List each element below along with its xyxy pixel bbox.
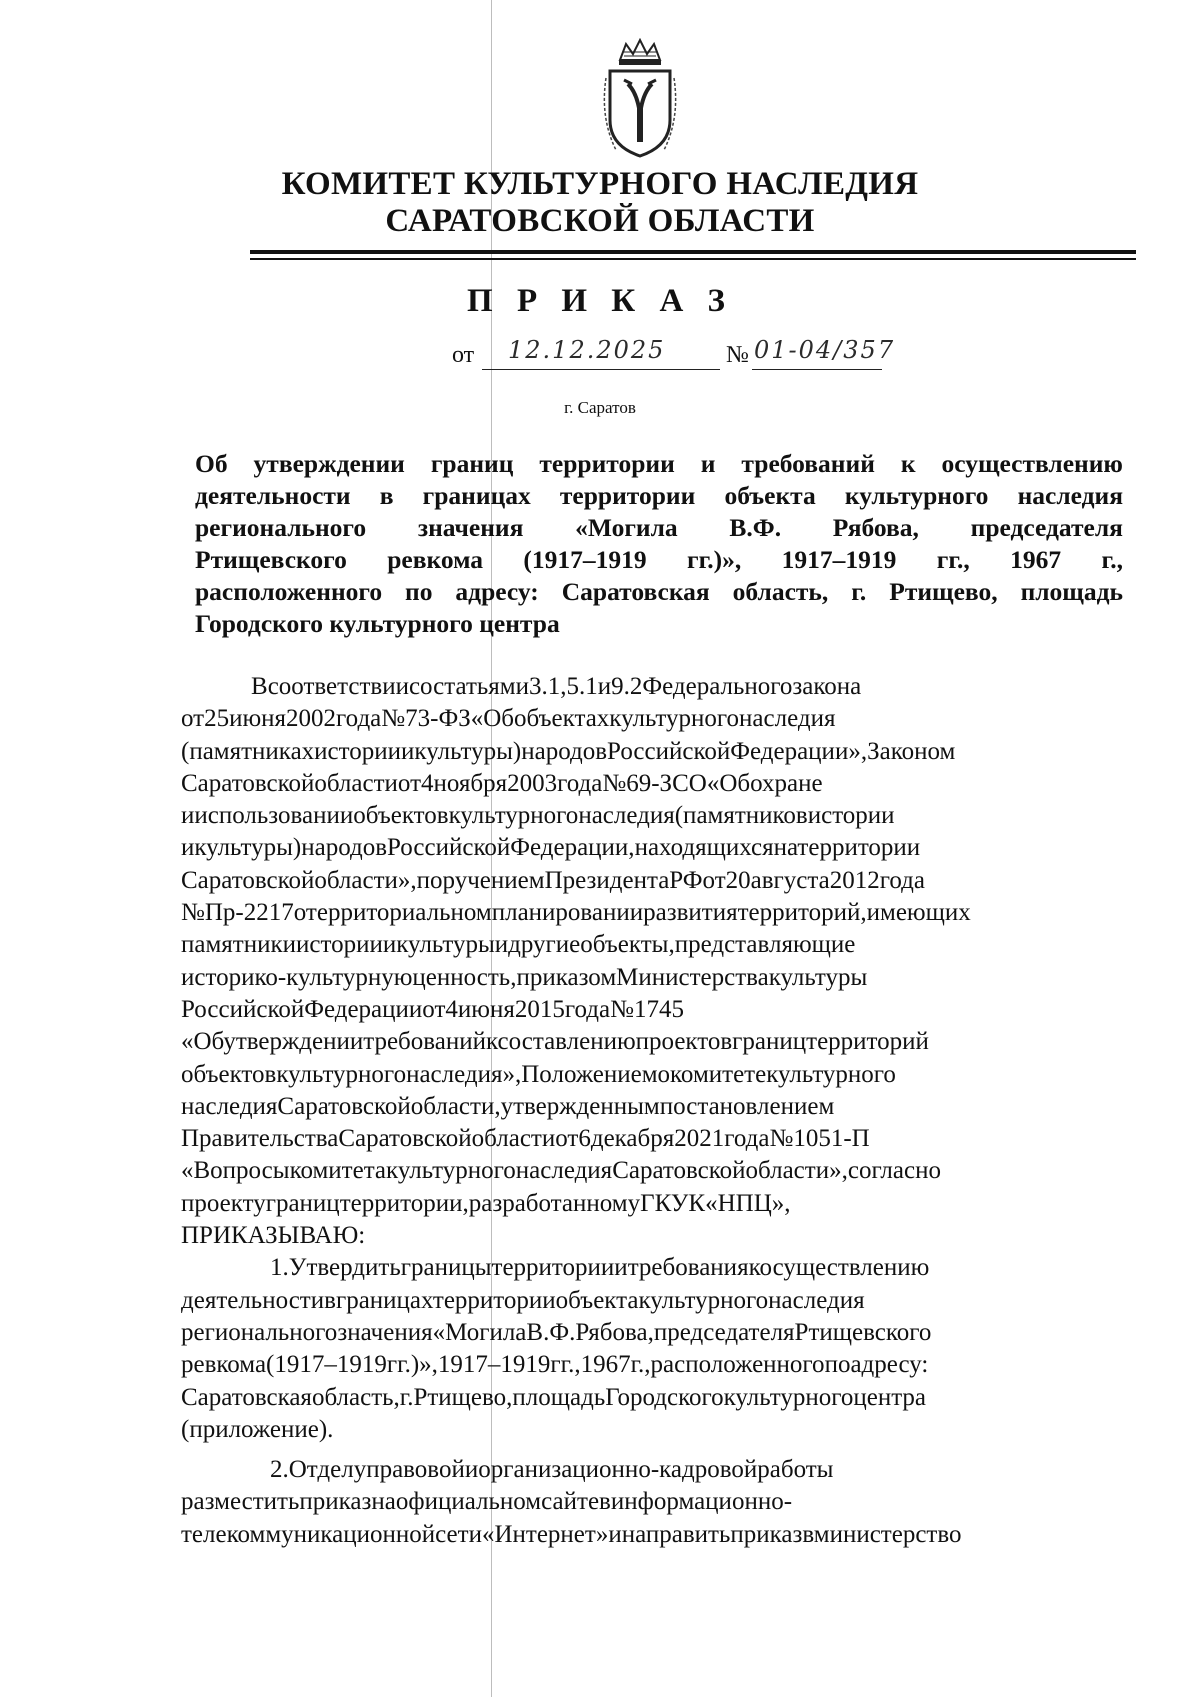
word: «Об <box>181 1028 224 1056</box>
issue-city: г. Саратов <box>564 398 636 417</box>
body-line <box>181 1026 1123 1058</box>
body-line <box>181 736 1123 768</box>
handwritten-number: 01-04/357 <box>754 336 896 364</box>
title-line <box>195 448 1123 480</box>
word: и <box>494 931 509 959</box>
word: адресу: <box>455 577 539 606</box>
body-line <box>181 1414 1123 1446</box>
word: территориальном <box>305 899 492 927</box>
word: и <box>181 802 195 830</box>
body-line <box>181 994 1123 1026</box>
word: г., <box>630 1351 651 1379</box>
word: закона <box>792 673 862 700</box>
word: регионального <box>195 513 367 542</box>
word: регионального <box>181 1318 338 1346</box>
word: декабря <box>590 1125 675 1153</box>
title-line <box>195 576 1123 608</box>
word: 9.2 <box>611 673 643 700</box>
word: В.Ф. <box>729 513 782 542</box>
body-line <box>181 800 1123 832</box>
word: Федерации», <box>730 737 868 765</box>
word: «Интернет» <box>481 1520 609 1548</box>
order-body <box>181 671 1123 1551</box>
word: культуры) <box>194 834 302 862</box>
word: № <box>602 769 627 797</box>
body-line <box>181 832 1123 864</box>
word: Пр-2217 <box>204 899 294 927</box>
word: (приложение). <box>181 1415 334 1443</box>
word: председателя <box>653 1318 795 1346</box>
body-line <box>181 929 1123 961</box>
date-underline <box>482 369 720 370</box>
word: наследия <box>1017 481 1123 510</box>
word: территории <box>491 1254 615 1282</box>
word: от <box>181 705 205 733</box>
word: поручением <box>416 866 545 894</box>
word: наследия», <box>406 1060 522 1088</box>
word: охране <box>750 769 823 797</box>
word: к <box>900 449 916 478</box>
word: по <box>824 1351 851 1379</box>
word: информационно- <box>610 1488 793 1516</box>
word: комитете <box>670 1060 767 1088</box>
word: границы <box>400 1254 492 1282</box>
word: историко-культурную <box>181 963 413 991</box>
word: 25 <box>204 705 230 733</box>
word: наследия <box>768 1286 865 1314</box>
word: РФ <box>669 866 703 894</box>
word: № <box>610 995 634 1023</box>
word: наследия <box>739 705 836 733</box>
word: от <box>555 1125 579 1153</box>
body-line <box>181 768 1123 800</box>
word: Министерства <box>616 963 769 991</box>
word: использовании <box>194 802 354 830</box>
word: «Об <box>706 769 751 797</box>
word: территории <box>559 481 696 510</box>
word: Ртищево, <box>889 577 998 606</box>
word: культурного <box>386 1157 516 1185</box>
word: 2003 <box>507 769 558 797</box>
word: объектов <box>181 1060 277 1088</box>
word: области <box>471 1125 556 1153</box>
word: культурного <box>638 1286 769 1314</box>
word: в <box>599 1488 611 1516</box>
word: гг., <box>550 1351 581 1379</box>
word: согласно <box>847 1157 941 1185</box>
word: 2015 <box>514 995 565 1023</box>
body-line <box>181 1382 1123 1414</box>
word: № <box>381 705 406 733</box>
word: г., <box>1101 545 1123 574</box>
word: о <box>657 1060 671 1088</box>
word: культуры <box>396 931 495 959</box>
word: имеющих <box>866 899 971 927</box>
number-label: № <box>726 342 749 368</box>
word: утверждении <box>223 1028 364 1056</box>
word: и <box>401 737 415 765</box>
word: в <box>802 1520 814 1548</box>
word: соответствии <box>267 673 409 700</box>
word: области <box>314 769 398 797</box>
word: Президента <box>544 866 670 894</box>
body-line <box>181 897 1123 929</box>
word: истории <box>807 802 895 830</box>
organization-name-line-2: САРАТОВСКОЙ ОБЛАСТИ <box>385 203 815 239</box>
word: г. <box>851 577 867 606</box>
word: культурного <box>723 1383 854 1411</box>
word: 2002 <box>286 705 337 733</box>
word: 1967 <box>580 1351 631 1379</box>
word: ГКУК <box>640 1189 706 1217</box>
word: 4 <box>421 769 434 797</box>
word: 6 <box>578 1125 591 1153</box>
word: по <box>405 577 433 606</box>
word: значения <box>337 1318 433 1346</box>
word: истории <box>314 737 402 765</box>
word: 4 <box>445 995 458 1023</box>
word: года <box>336 705 382 733</box>
word: проекту <box>181 1189 266 1217</box>
word: в <box>379 481 394 510</box>
word: ревкома <box>181 1351 267 1379</box>
word: 3.1, <box>528 673 567 700</box>
word: Саратовской <box>277 1092 411 1120</box>
word: министерство <box>813 1520 962 1548</box>
word: Федерального <box>642 673 793 700</box>
word: Законом <box>867 737 956 765</box>
word: территории <box>432 1286 556 1314</box>
word: 2. <box>270 1456 289 1484</box>
word: (1917–1919 <box>523 545 647 574</box>
word: культурного <box>844 481 989 510</box>
word: организационно-кадровой <box>478 1456 758 1484</box>
word: 1051-П <box>793 1125 870 1153</box>
order-title <box>195 448 1123 640</box>
word: года <box>564 995 611 1023</box>
body-line <box>181 1519 1123 1551</box>
word: Положением <box>521 1060 658 1088</box>
body-line <box>181 1155 1123 1187</box>
word: утверждении <box>253 449 405 478</box>
body-line <box>181 1091 1123 1123</box>
word: область, <box>732 577 829 606</box>
word: расположенного <box>195 577 383 606</box>
word: № <box>769 1125 794 1153</box>
word: Саратовской <box>181 866 315 894</box>
word: и <box>700 449 716 478</box>
word: границ <box>732 1028 807 1056</box>
document-type: П Р И К А З <box>467 283 733 319</box>
word: деятельности <box>195 481 351 510</box>
word: г. <box>399 1383 414 1411</box>
word: «Могила <box>575 513 678 542</box>
word: культурного <box>448 802 579 830</box>
word: Российской <box>181 995 305 1023</box>
word: «Вопросы <box>181 1157 290 1185</box>
word: Городского культурного центра <box>195 609 560 638</box>
word: наследия <box>515 1157 613 1185</box>
word: к <box>748 1254 760 1282</box>
word: 1. <box>270 1254 289 1282</box>
word: В <box>251 673 268 700</box>
word: сайте <box>541 1488 600 1516</box>
word: Рябова, <box>575 1318 654 1346</box>
word: года <box>879 866 925 894</box>
word: № <box>181 899 205 927</box>
word: границах <box>335 1286 433 1314</box>
word: и <box>614 1254 628 1282</box>
coat-of-arms-icon <box>598 38 682 160</box>
word: от <box>397 769 422 797</box>
word: планировании <box>491 899 644 927</box>
body-line <box>181 962 1123 994</box>
word: Саратовская <box>181 1383 312 1411</box>
handwritten-date: 12.12.2025 <box>508 336 666 364</box>
word: утвержденным <box>500 1092 660 1120</box>
word: от <box>422 995 446 1023</box>
word: Ртищево, <box>413 1383 513 1411</box>
body-line <box>181 1188 1123 1220</box>
word: сети <box>435 1520 482 1548</box>
body-line <box>181 1317 1123 1349</box>
word: требования <box>627 1254 749 1282</box>
word: требований <box>363 1028 486 1056</box>
word: Городского <box>605 1383 724 1411</box>
body-line <box>181 1285 1123 1317</box>
date-label: от <box>452 342 475 368</box>
word: культурного <box>609 705 740 733</box>
word: Ртищевского <box>195 545 347 574</box>
word: культуры) <box>414 737 522 765</box>
word: Российской <box>387 834 511 862</box>
word: разработанному <box>468 1189 641 1217</box>
word: культурного <box>766 1060 896 1088</box>
word: наследия <box>181 1092 278 1120</box>
word: и <box>382 931 397 959</box>
paragraph-gap <box>181 1446 1123 1454</box>
word: развития <box>643 899 738 927</box>
word: деятельности <box>181 1286 325 1314</box>
word: 1917–1919 <box>781 545 897 574</box>
number-underline <box>752 369 882 370</box>
word: границ <box>265 1189 340 1217</box>
word: 73-ФЗ <box>405 705 471 733</box>
body-line <box>181 1252 1123 1284</box>
word: председателя <box>970 513 1123 542</box>
word: Саратовская <box>561 577 710 606</box>
word: к <box>486 1028 498 1056</box>
word: Утвердить <box>288 1254 401 1282</box>
body-line <box>181 1123 1123 1155</box>
word: осуществлению <box>941 449 1123 478</box>
word: и <box>181 834 195 862</box>
word: 2012 <box>829 866 880 894</box>
word: на <box>371 1488 396 1516</box>
word: Рябова, <box>832 513 919 542</box>
word: «Об <box>470 705 515 733</box>
word: территории, <box>339 1189 469 1217</box>
word: статьями <box>433 673 529 700</box>
word: июня <box>229 705 287 733</box>
word: территории <box>797 834 921 862</box>
word: объекта <box>724 481 816 510</box>
word: истории <box>296 931 383 959</box>
organization-name-line-1: КОМИТЕТ КУЛЬТУРНОГО НАСЛЕДИЯ <box>281 166 919 202</box>
word: Саратовской <box>181 769 315 797</box>
word: площадь <box>1020 577 1123 606</box>
word: В.Ф. <box>526 1318 576 1346</box>
word: наследия <box>578 802 675 830</box>
word: объектов <box>353 802 449 830</box>
word: работы <box>757 1456 834 1484</box>
word: культурного <box>276 1060 407 1088</box>
word: 1967 <box>1010 545 1062 574</box>
body-line <box>181 1220 1123 1252</box>
word: и <box>464 1456 479 1484</box>
body-line <box>181 1059 1123 1091</box>
word: июня <box>457 995 515 1023</box>
body-line <box>181 1454 1123 1486</box>
word: гг.)», <box>687 545 742 574</box>
word: 5.1 <box>566 673 598 700</box>
body-line <box>181 1349 1123 1381</box>
word: официальном <box>395 1488 542 1516</box>
word: Федерации, <box>510 834 635 862</box>
word: осуществлению <box>759 1254 930 1282</box>
word: ревкома <box>387 545 484 574</box>
word: народов <box>521 737 608 765</box>
title-line <box>195 544 1123 576</box>
word: области, <box>410 1092 501 1120</box>
word: границах <box>422 481 531 510</box>
body-line <box>181 865 1123 897</box>
word: области», <box>745 1157 848 1185</box>
word: составлению <box>497 1028 636 1056</box>
word: ценность, <box>412 963 517 991</box>
word: телекоммуникационной <box>181 1520 436 1548</box>
word: комитета <box>289 1157 387 1185</box>
word: расположенного <box>650 1351 825 1379</box>
word: разместить <box>181 1488 300 1516</box>
word: 2021 <box>674 1125 725 1153</box>
word: Отделу <box>288 1456 367 1484</box>
word: приказом <box>516 963 617 991</box>
word: Саратовской <box>612 1157 746 1185</box>
word: 69-ЗСО <box>626 769 707 797</box>
word: 1917–1919 <box>437 1351 551 1379</box>
word: приказ <box>730 1520 803 1548</box>
word: (памятников <box>674 802 808 830</box>
title-line <box>195 512 1123 544</box>
header-divider-thick <box>250 250 1136 254</box>
word: августа <box>750 866 830 894</box>
word: области», <box>314 866 417 894</box>
word: направить <box>621 1520 731 1548</box>
word: о <box>293 899 306 927</box>
word: приказ <box>299 1488 372 1516</box>
word: народов <box>301 834 388 862</box>
word: культуры <box>768 963 868 991</box>
word: гг.)», <box>386 1351 438 1379</box>
word: представляющие <box>674 931 856 959</box>
word: 20 <box>725 866 751 894</box>
word: от <box>702 866 726 894</box>
word: другие <box>508 931 581 959</box>
word: объектах <box>514 705 610 733</box>
word: требований <box>741 449 875 478</box>
word: и <box>608 1520 622 1548</box>
word: на <box>773 834 798 862</box>
header-divider-thin <box>250 258 1136 260</box>
word: Саратовской <box>338 1125 472 1153</box>
word: и <box>597 673 612 700</box>
word: Правительства <box>181 1125 339 1153</box>
word: территорий, <box>737 899 867 927</box>
word: площадь <box>512 1383 606 1411</box>
word: проектов <box>635 1028 733 1056</box>
title-line <box>195 480 1123 512</box>
word: «НПЦ», <box>705 1189 791 1217</box>
word: года <box>557 769 603 797</box>
word: территорий <box>806 1028 929 1056</box>
word: 1745 <box>633 995 684 1023</box>
word: в <box>324 1286 336 1314</box>
word: памятники <box>181 931 297 959</box>
word: Об <box>195 449 228 478</box>
word: Российской <box>607 737 731 765</box>
word: объекта <box>555 1286 639 1314</box>
word: ПРИКАЗЫВАЮ: <box>181 1222 366 1250</box>
word: постановлением <box>659 1092 835 1120</box>
word: область, <box>311 1383 400 1411</box>
body-line <box>181 1486 1123 1518</box>
word: объекты, <box>580 931 675 959</box>
word: границ <box>430 449 514 478</box>
word: центра <box>853 1383 927 1411</box>
word: адресу: <box>850 1351 929 1379</box>
body-line <box>181 703 1123 735</box>
word: находящихся <box>634 834 774 862</box>
word: года <box>724 1125 770 1153</box>
word: гг., <box>936 545 970 574</box>
word: со <box>408 673 434 700</box>
word: (1917–1919 <box>266 1351 387 1379</box>
body-line <box>181 671 1123 703</box>
word: ноября <box>433 769 508 797</box>
word: территории <box>539 449 675 478</box>
word: Федерации <box>304 995 423 1023</box>
word: Ртищевского <box>794 1318 932 1346</box>
word: правовой <box>366 1456 465 1484</box>
word: «Могила <box>432 1318 527 1346</box>
title-line <box>195 608 1123 640</box>
word: значения <box>417 513 524 542</box>
word: (памятниках <box>181 737 315 765</box>
